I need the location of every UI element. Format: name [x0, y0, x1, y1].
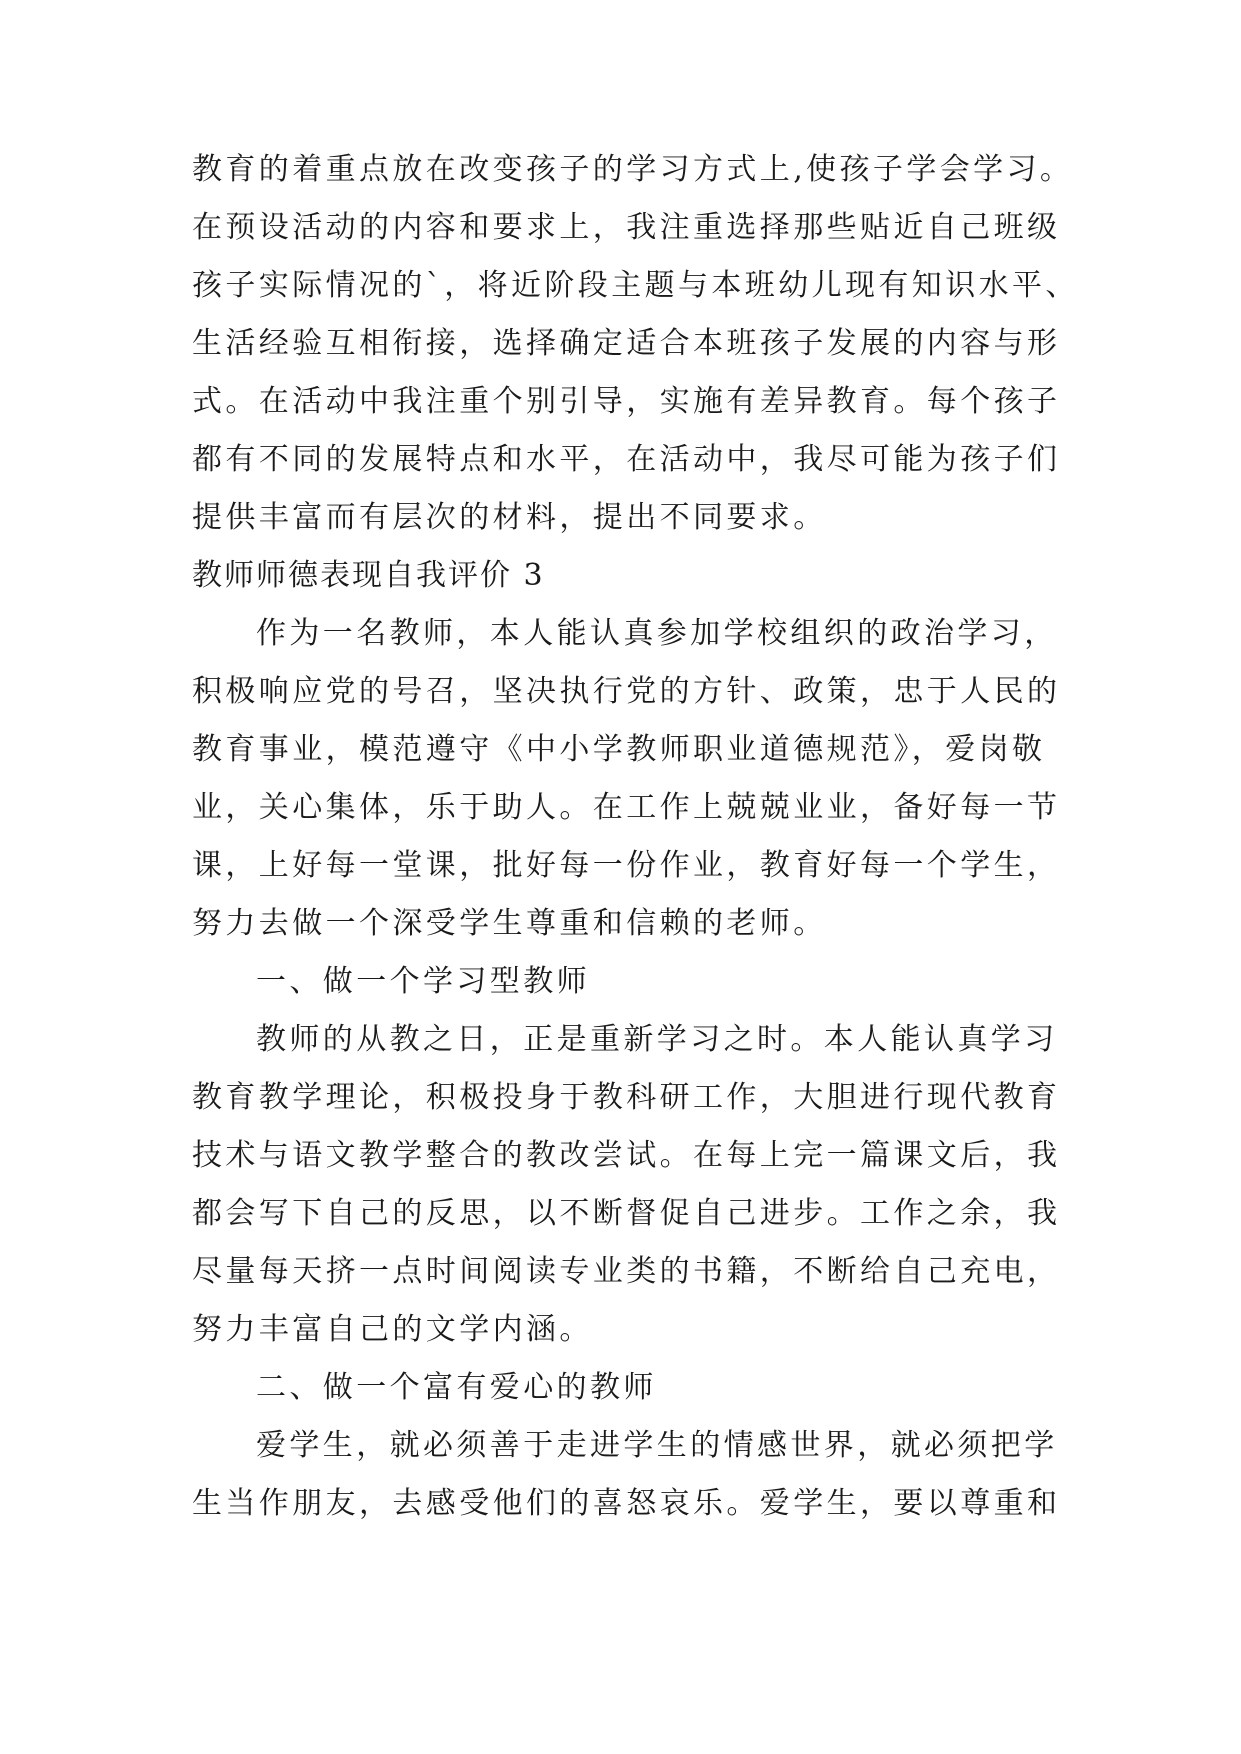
subheading-1: 一、做一个学习型教师	[256, 964, 590, 999]
text-line-12: 业，关心集体，乐于助人。在工作上兢兢业业，备好每一节	[192, 790, 1061, 825]
text-line-7: 提供丰富而有层次的材料，提出不同要求。	[192, 500, 827, 535]
text-line-18: 技术与语文教学整合的教改尝试。在每上完一篇课文后，我	[192, 1138, 1061, 1173]
text-line-14: 努力去做一个深受学生尊重和信赖的老师。	[192, 906, 827, 941]
text-line-2: 在预设活动的内容和要求上，我注重选择那些贴近自己班级	[192, 210, 1061, 245]
section-heading: 教师师德表现自我评价 3	[192, 558, 545, 593]
text-line-1: 教育的着重点放在改变孩子的学习方式上,使孩子学会学习。	[192, 152, 1074, 187]
text-line-20: 尽量每天挤一点时间阅读专业类的书籍，不断给自己充电，	[192, 1254, 1061, 1289]
text-line-5: 式。在活动中我注重个别引导，实施有差异教育。每个孩子	[192, 384, 1061, 419]
subheading-2: 二、做一个富有爱心的教师	[256, 1370, 657, 1405]
text-line-24: 生当作朋友，去感受他们的喜怒哀乐。爱学生，要以尊重和	[192, 1486, 1061, 1521]
text-line-16: 教师的从教之日，正是重新学习之时。本人能认真学习	[256, 1022, 1058, 1057]
text-line-6: 都有不同的发展特点和水平，在活动中，我尽可能为孩子们	[192, 442, 1061, 477]
text-line-3: 孩子实际情况的`，将近阶段主题与本班幼儿现有知识水平、	[192, 268, 1079, 303]
text-line-21: 努力丰富自己的文学内涵。	[192, 1312, 593, 1347]
text-line-10: 积极响应党的号召，坚决执行党的方针、政策，忠于人民的	[192, 674, 1061, 709]
text-line-13: 课，上好每一堂课，批好每一份作业，教育好每一个学生，	[192, 848, 1061, 883]
text-line-17: 教育教学理论，积极投身于教科研工作，大胆进行现代教育	[192, 1080, 1061, 1115]
text-line-19: 都会写下自己的反思，以不断督促自己进步。工作之余，我	[192, 1196, 1061, 1231]
text-line-11: 教育事业，模范遵守《中小学教师职业道德规范》，爱岗敬	[192, 732, 1046, 767]
text-line-9: 作为一名教师，本人能认真参加学校组织的政治学习，	[256, 616, 1058, 651]
text-line-23: 爱学生，就必须善于走进学生的情感世界，就必须把学	[256, 1428, 1058, 1463]
text-line-4: 生活经验互相衔接，选择确定适合本班孩子发展的内容与形	[192, 326, 1061, 361]
